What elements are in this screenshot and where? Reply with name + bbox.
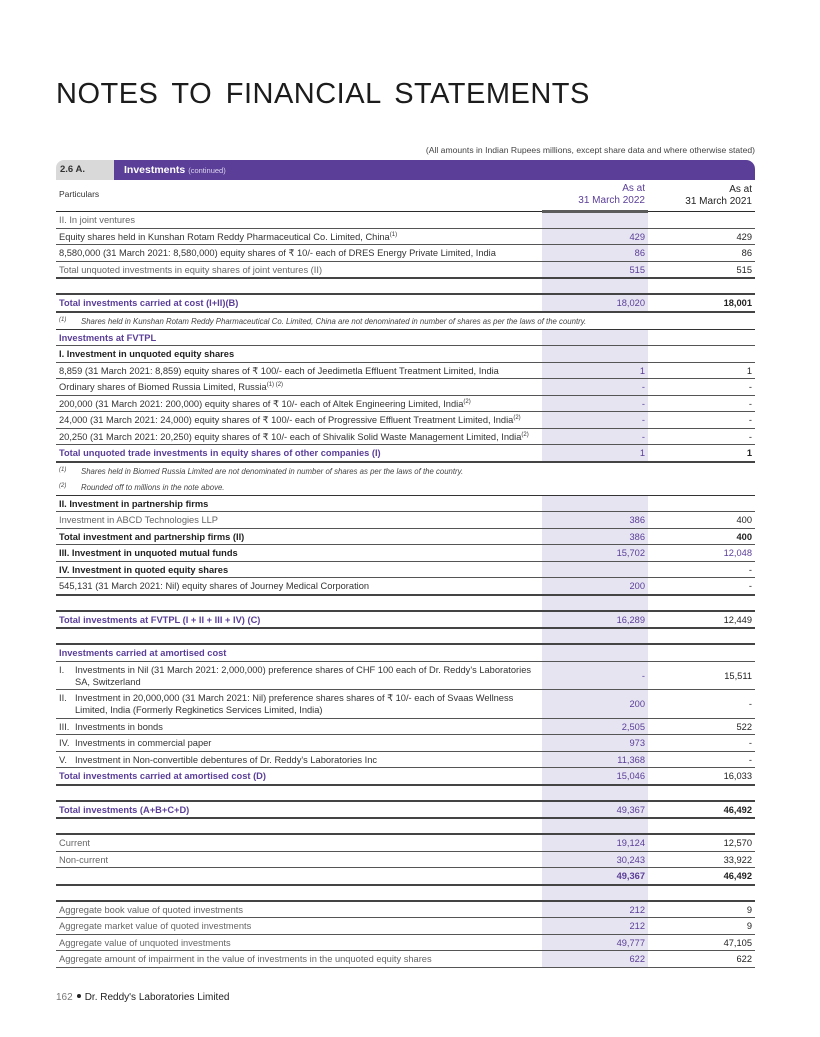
table-row-amortised-heading (56, 645, 755, 662)
value-2022: 49,367 (616, 871, 645, 881)
row-label: Total investments carried at cost (I+II)(B) (59, 298, 239, 308)
value-2021: - (748, 382, 752, 392)
value-2022: 386 (629, 531, 645, 542)
footnote: (1) Shares held in Kunshan Rotam Reddy Pharmaceutical Co. Limited, China are not denominated in number of shares as per the laws of the country. (56, 313, 755, 329)
row-label: Total investments at FVTPL (I + II + III + IV) (C) (59, 614, 261, 625)
value-2021: 12,048 (723, 548, 752, 558)
footnote-text: Shares held in Kunshan Rotam Reddy Pharmaceutical Co. Limited, China are not denominated in number of shares as per the laws of the country. (81, 316, 587, 326)
table-row-amortised-total (56, 768, 755, 786)
table-row (56, 245, 755, 262)
row-label: Aggregate market value of quoted investments (59, 921, 252, 931)
row-label: Equity shares held in Kunshan Rotam Reddy Pharmaceutical Co. Limited, China$^{(1)}$ (59, 231, 398, 242)
row-label: II. In joint ventures (59, 215, 135, 225)
value-2021: - (748, 564, 752, 575)
footnote-ref: (1) (389, 231, 398, 238)
table-row-fvtpl-heading (56, 330, 755, 347)
value-2021: - (748, 699, 752, 709)
row-label: 20,250 (31 March 2021: 20,250) equity shares of ₹ 10/- each of Shivalik Solid Waste Management Limited, India$^{(2)}$ (59, 431, 529, 442)
table-row-jv-total (56, 262, 755, 280)
value-2022: 49,367 (616, 804, 645, 815)
value-2021: 15,511 (724, 670, 752, 681)
section-number: 2.6 A. (56, 160, 114, 180)
table-body (56, 212, 755, 313)
value-2021: 515 (736, 264, 752, 275)
value-2021: - (748, 754, 752, 765)
blank-row (56, 596, 755, 612)
table-row-fvtpl-sub1 (56, 346, 755, 363)
table-row (56, 229, 755, 246)
value-2021: 12,449 (723, 614, 752, 625)
row-label: Total investments carried at amortised cost (D) (59, 771, 266, 781)
row-label: Ordinary shares of Biomed Russia Limited, Russia$^{(1) (2)}$ (59, 381, 284, 392)
row-label: Investment in ABCD Technologies LLP (59, 515, 218, 525)
table-row-aggregate (56, 951, 755, 968)
row-label: Aggregate amount of impairment in the value of investments in the unquoted equity shares (59, 954, 432, 964)
row-label: Investments at FVTPL (59, 332, 157, 343)
table-row-aggregate (56, 902, 755, 919)
blank-row (56, 786, 755, 802)
table-row-partnership-total (56, 529, 755, 546)
col-2022-line1: As at (622, 182, 645, 194)
value-2022: 19,124 (616, 838, 645, 848)
row-label: Total unquoted trade investments in equity shares of other companies (I) (59, 448, 381, 458)
table-row-aggregate (56, 918, 755, 935)
value-2022: - (641, 398, 645, 409)
page-footer (56, 992, 229, 1003)
value-2022: 11,368 (617, 754, 645, 765)
table-row-jv-heading (56, 212, 755, 229)
section-subtitle: (continued) (188, 166, 226, 175)
value-2021: - (748, 581, 752, 591)
footnote-block-fvtpl (56, 463, 755, 496)
row-label: 8,580,000 (31 March 2021: 8,580,000) equity shares of ₹ 10/- each of DRES Energy Private Limited, India (59, 248, 496, 258)
row-label: I. Investment in unquoted equity shares (59, 349, 235, 359)
value-2021: 622 (736, 954, 752, 964)
value-2021: - (748, 415, 752, 425)
blank-row (56, 279, 755, 295)
section-title-text: Investments (124, 164, 186, 176)
table-row (56, 363, 755, 380)
value-2021: 522 (736, 721, 752, 732)
row-label: Aggregate value of unquoted investments (59, 937, 231, 948)
col-2021-header (648, 184, 755, 208)
row-label: 200,000 (31 March 2021: 200,000) equity shares of ₹ 10/- each of Altek Engineering Limited, India$^{(2)}$ (59, 398, 471, 409)
value-2021: 46,492 (723, 804, 752, 815)
page-title: NOTES TO FINANCIAL STATEMENTS (56, 78, 590, 110)
row-label: IV. Investment in quoted equity shares (59, 564, 229, 575)
row-label: 545,131 (31 March 2021: Nil) equity shares of Journey Medical Corporation (59, 581, 370, 591)
investments-table (56, 160, 755, 968)
value-2021: 18,001 (723, 298, 752, 308)
footnote-text: Shares held in Biomed Russia Limited are not denominated in number of shares as per the laws of the country. (81, 466, 464, 476)
row-label: Total investment and partnership firms (II) (59, 531, 245, 542)
fvtpl-section (56, 330, 755, 463)
table-row-fvtpl-total (56, 612, 755, 630)
footnote: (2) Rounded off to millions in the note above. (56, 479, 755, 495)
table-row (56, 429, 755, 446)
footnote-ref: (2) (463, 398, 471, 405)
table-row-split-total (56, 868, 755, 886)
footnote-text: Rounded off to millions in the note above. (81, 482, 225, 492)
col-2021-line1: As at (729, 184, 752, 195)
value-2022: - (641, 431, 645, 442)
col-2022-header (542, 183, 648, 213)
table-row (56, 512, 755, 529)
company-name: Dr. Reddy's Laboratories Limited (84, 992, 230, 1003)
value-2021: 12,570 (723, 838, 752, 848)
value-2022: 212 (629, 904, 645, 915)
footnote-ref: (2) (521, 431, 529, 438)
value-2022: 49,777 (616, 937, 645, 948)
row-label: V. Investment in Non-convertible debentures of Dr. Reddy's Laboratories Inc (59, 754, 378, 765)
table-row (56, 379, 755, 396)
row-label: 8,859 (31 March 2021: 8,859) equity shares of ₹ 100/- each of Jeedimetla Effluent Treatment Limited, India (59, 365, 499, 376)
value-2022: - (641, 382, 645, 392)
value-2022: 515 (629, 264, 645, 275)
table-row-grand-total (56, 802, 755, 820)
value-2022: 1 (639, 365, 645, 376)
value-2021: 86 (741, 248, 752, 258)
row-label: Total unquoted investments in equity shares of joint ventures (II) (59, 264, 323, 275)
value-2022: 16,289 (616, 614, 645, 625)
table-row-partnership-heading (56, 496, 755, 513)
fvtpl-section-2 (56, 496, 755, 968)
section-header-band (56, 160, 755, 180)
table-row-quoted-heading (56, 562, 755, 579)
row-label: III. Investment in unquoted mutual funds (59, 548, 238, 558)
blank-row (56, 819, 755, 835)
value-2022: 973 (629, 738, 645, 748)
table-row-mutual-funds (56, 545, 755, 562)
table-row (56, 412, 755, 429)
value-2021: 400 (736, 531, 752, 542)
value-2022: 200 (629, 581, 645, 591)
bullet-icon (77, 994, 81, 998)
table-row-non-current (56, 852, 755, 869)
value-2022: 386 (629, 515, 645, 525)
value-2022: 86 (634, 248, 645, 258)
section-title (114, 160, 755, 180)
footnote-ref: (2) (513, 414, 521, 421)
table-row (56, 752, 755, 769)
table-row (56, 735, 755, 752)
value-2021: - (748, 738, 752, 748)
value-2022: 200 (629, 699, 645, 709)
value-2022: - (641, 670, 645, 681)
value-2021: 33,922 (723, 854, 752, 865)
value-2022: 15,046 (616, 771, 645, 781)
table-row-aggregate (56, 935, 755, 952)
value-2021: 1 (746, 448, 752, 458)
table-row (56, 578, 755, 596)
row-label: 24,000 (31 March 2021: 24,000) equity shares of ₹ 100/- each of Progressive Effluent Treatment Limited, India$^{(2)}$ (59, 414, 521, 425)
table-row-total-cost (56, 295, 755, 313)
value-2021: - (748, 431, 752, 442)
value-2022: 212 (629, 921, 645, 931)
value-2022: - (641, 415, 645, 425)
value-2021: 9 (746, 904, 752, 915)
row-label: Total investments (A+B+C+D) (59, 804, 190, 815)
page-number: 162 (56, 992, 73, 1003)
value-2021: 47,105 (723, 937, 752, 948)
value-2021: - (748, 398, 752, 409)
col-2021-line2: 31 March 2021 (685, 196, 752, 207)
row-label: III. Investments in bonds (59, 721, 163, 732)
value-2022: 15,702 (616, 548, 645, 558)
amounts-note: (All amounts in Indian Rupees millions, except share data and where otherwise stated) (425, 145, 755, 155)
value-2021: 16,033 (723, 771, 752, 781)
value-2022: 429 (629, 231, 645, 242)
value-2022: 30,243 (616, 854, 645, 865)
table-row (56, 396, 755, 413)
particulars-header: Particulars (59, 189, 100, 199)
row-label: II. Investment in 20,000,000 (31 March 2021: Nil) preference shares shares of ₹ 10/- each of Svaas Wellness Limited, India (Formerly Regkinetics Services Limited, India) (59, 693, 514, 715)
row-label: II. Investment in partnership firms (59, 498, 209, 509)
value-2021: 429 (736, 231, 752, 242)
table-row-current (56, 835, 755, 852)
table-row-fvtpl-total1 (56, 445, 755, 463)
table-row (56, 719, 755, 736)
column-header-row (56, 180, 755, 212)
row-label: IV. Investments in commercial paper (59, 738, 212, 748)
table-row (56, 690, 755, 719)
row-label: Investments carried at amortised cost (59, 648, 227, 658)
value-2022: 18,020 (616, 298, 645, 308)
value-2021: 9 (746, 921, 752, 931)
value-2021: 46,492 (723, 871, 752, 881)
row-label: Current (59, 838, 91, 848)
footnote: (1) Shares held in Biomed Russia Limited are not denominated in number of shares as per the laws of the country. (56, 463, 755, 479)
footnote-ref: (1) (2) (266, 381, 284, 388)
table-row (56, 662, 755, 691)
blank-row (56, 886, 755, 902)
row-label: Non-current (59, 854, 109, 865)
row-label: Aggregate book value of quoted investments (59, 904, 243, 915)
value-2021: 1 (746, 365, 752, 376)
col-2022-line2: 31 March 2022 (578, 194, 645, 206)
footnote-block-cost (56, 313, 755, 330)
row-label: I. Investments in Nil (31 March 2021: 2,000,000) preference shares of CHF 100 each of Dr. Reddy's Laboratories SA, Switzerland (59, 664, 532, 687)
value-2022: 2,505 (621, 721, 645, 732)
value-2022: 622 (629, 954, 645, 964)
blank-row (56, 629, 755, 645)
value-2022: 1 (639, 448, 645, 458)
value-2021: 400 (736, 515, 752, 525)
